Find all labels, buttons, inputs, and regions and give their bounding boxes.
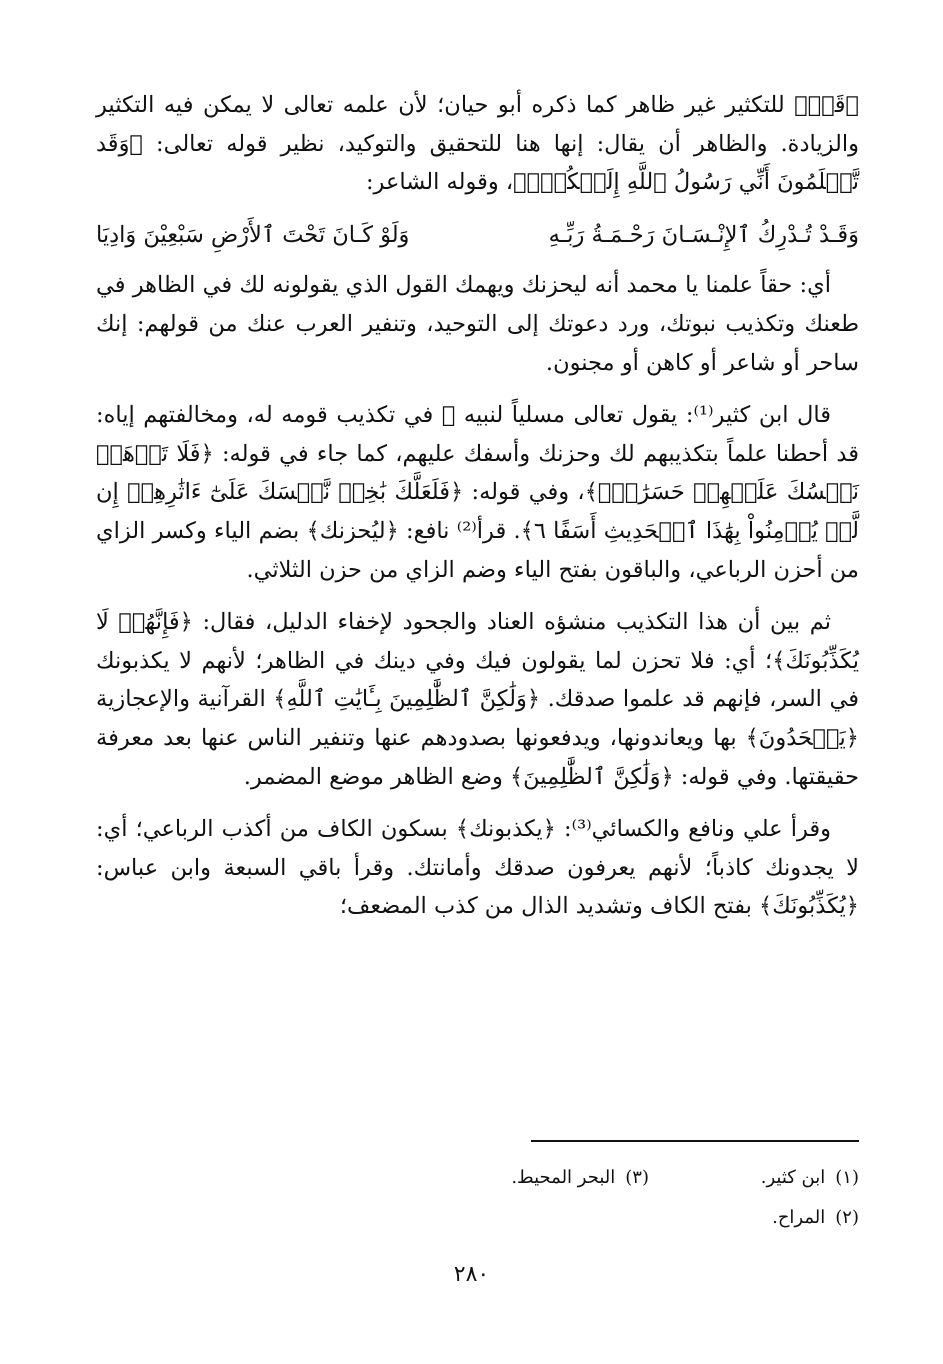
verse-second-hemistich: وَلَوْ كَـانَ تَحْتَ ٱلأَرْضِ سَبْعِيْنَ وَادِيَا [96, 221, 410, 248]
paragraph-1: ﴿قَدۡ﴾ للتكثير غير ظاهر كما ذكره أبو حيان؛ لأن علمه تعالى لا يمكن فيه التكثير والزيادة. والظاهر أن يقال: إنها هنا للتحقيق والتوكيد، نظير قوله تعالى: ﴿وَقَد تَّعۡلَمُونَ أَنِّي رَسُولُ ٱللَّهِ إِلَيۡكُمۡۖ﴾، وقوله الشاعر: [96, 92, 859, 196]
footnote-number: (٣) [625, 1167, 649, 1188]
paragraph-5: وقرأ علي ونافع والكسائي⁽³⁾: ﴿يكذبونك﴾ بسكون الكاف من أكذب الرباعي؛ أي: لا يجدونك كاذباً؛ لأنهم يعرفون صدقك وأمانتك. وقرأ باقي السبعة وابن عباس: ﴿يُكَذِّبُونَكَ﴾ بفتح الكاف وتشديد الذال من كذب المضعف؛ [96, 816, 859, 920]
footnote-1 [649, 1158, 859, 1198]
paragraph-3: قال ابن كثير⁽¹⁾: يقول تعالى مسلياً لنبيه ﷺ في تكذيب قومه له، ومخالفتهم إياه: قد أحطنا علماً بتكذيبهم لك وحزنك وأسفك عليهم، كما جاء في قوله: ﴿فَلَا تَذۡهَبۡ نَفۡسُكَ عَلَيۡهِمۡ حَسَرَٰتٍۚ﴾، وفي قوله: ﴿فَلَعَلَّكَ بَٰخِعٞ نَّفۡسَكَ عَلَىٰٓ ءَاثَٰرِهِمۡ إِن لَّمۡ يُؤۡمِنُواْ بِهَٰذَا ٱلۡحَدِيثِ أَسَفًا ٦﴾. قرأ⁽²⁾ نافع: ﴿ليُحزنك﴾ بضم الياء وكسر الزاي من أحزن الرباعي، والباقون بفتح الياء وضم الزاي من حزن الثلاثي. [96, 402, 859, 583]
footnote-text: البحر المحيط. [511, 1167, 616, 1188]
footnote-3 [439, 1158, 649, 1198]
paragraph-4: ثم بين أن هذا التكذيب منشؤه العناد والجحود لإخفاء الدليل، فقال: ﴿فَإِنَّهُمۡ لَا يُكَذِّبُونَكَ﴾؛ أي: فلا تحزن لما يقولون فيك وفي دينك في الظاهر؛ لأنهم لا يكذبونك في السر، فإنهم قد علموا صدقك. ﴿وَلَٰكِنَّ ٱلظَّٰلِمِينَ بِـَٔايَٰتِ ٱللَّهِ﴾ القرآنية والإعجازية ﴿يَجۡحَدُونَ﴾ بها ويعاندونها، ويدفعونها بصدودهم عنها وتنفير الناس عنها بعد معرفة حقيقتها. وفي قوله: ﴿وَلَٰكِنَّ ٱلظَّٰلِمِينَ﴾ وضع الظاهر موضع المضمر. [96, 609, 859, 790]
paragraph-2: أي: حقاً علمنا يا محمد أنه ليحزنك ويهمك القول الذي يقولونه لك في الظاهر في طعنك وتكذيب نبوتك، ورد دعوتك إلى التوحيد، وتنفير العرب عنك من قولهم: إنك ساحر أو شاعر أو كاهن أو مجنون. [96, 272, 859, 376]
poetry-verse [96, 216, 859, 255]
main-text [96, 86, 859, 940]
page-number: ٢٨٠ [453, 1262, 490, 1287]
footnote-text: المراح. [772, 1207, 826, 1228]
verse-first-hemistich: وَقَـدْ تُـدْرِكُ ٱلإِنْـسَـانَ رَحْـمَـةُ رَبِّـهِ [548, 221, 859, 248]
footnotes [439, 1158, 859, 1238]
footnote-2 [649, 1198, 859, 1238]
footnote-divider [531, 1140, 859, 1142]
footnote-number: (١) [835, 1167, 859, 1188]
footnote-number: (٢) [835, 1207, 859, 1228]
footnote-text: ابن كثير. [760, 1167, 826, 1188]
